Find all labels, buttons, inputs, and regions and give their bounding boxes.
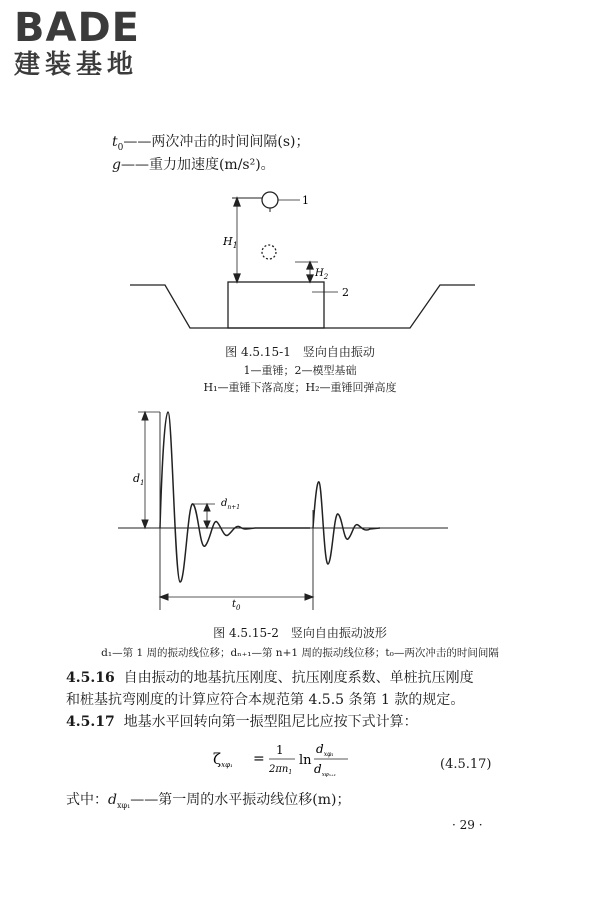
logo bbox=[14, 6, 184, 80]
section-4-5-16-line2: 和桩基抗弯刚度的计算应符合本规范第 4.5.5 条第 1 款的规定。 bbox=[66, 692, 465, 708]
rebound-hammer bbox=[262, 245, 276, 259]
label-t0: $t_0$ bbox=[232, 599, 241, 612]
svg-text:ζxφ₁: $\zeta_{x\varphi_1}$ bbox=[213, 750, 233, 769]
figure2-caption: 图 4.5.15-2 竖向自由振动波形 bbox=[213, 626, 387, 640]
svg-text:=: = bbox=[253, 751, 265, 767]
label-dn1: $d_{n+1}$ bbox=[221, 498, 241, 511]
svg-text:dxφ₁: $d_{x\varphi_1}$ bbox=[316, 742, 334, 758]
svg-text:ln: ln bbox=[299, 753, 312, 768]
label-1: 1 bbox=[302, 194, 309, 207]
waveform-2 bbox=[313, 482, 380, 564]
where-clause: 式中：$d_{x\varphi_1}——$第一周的水平振动线位移(m)； bbox=[66, 792, 351, 810]
figure2-legend: d₁—第 1 周的振动线位移；dₙ₊₁—第 n+1 周的振动线位移；t₀—两次冲击的时间间隔 bbox=[101, 647, 499, 659]
section-4-5-16-line1: 4.5.16 自由振动的地基抗压刚度、抗压刚度系数、单桩抗压刚度 bbox=[66, 670, 474, 686]
label-d1: $d_1$ bbox=[133, 472, 145, 487]
figure-vertical-free-vibration bbox=[0, 180, 600, 340]
label-2: 2 bbox=[342, 286, 349, 299]
label-h2: $H_2$ bbox=[315, 268, 329, 281]
model-foundation bbox=[228, 282, 324, 328]
hammer bbox=[262, 192, 278, 208]
equation-number: (4.5.17) bbox=[440, 757, 492, 772]
section-4-5-17: 4.5.17 地基水平回转向第一振型阻尼比应按下式计算： bbox=[66, 714, 418, 730]
figure1-caption: 图 4.5.15-1 竖向自由振动 bbox=[225, 345, 375, 359]
figure1-legend-2: H₁—重锤下落高度；H₂—重锤回弹高度 bbox=[203, 381, 397, 394]
figure1-legend-1: 1—重锤；2—模型基础 bbox=[243, 364, 357, 377]
definition-g: g——重力加速度(m/s²)。 bbox=[112, 157, 275, 173]
figure-waveform bbox=[0, 400, 600, 620]
waveform-1 bbox=[160, 412, 310, 582]
page-number: · 29 · bbox=[452, 818, 483, 832]
pit-outline bbox=[130, 285, 475, 328]
svg-text:dxφₙ₊₁: $d_{x\varphi_{n+1}}$ bbox=[314, 762, 336, 778]
svg-text:2πn1: $2\pi n_1$ bbox=[269, 764, 293, 776]
svg-text:1: 1 bbox=[276, 743, 284, 757]
equation-4-5-17 bbox=[213, 735, 593, 785]
label-h1: $H_1$ bbox=[223, 235, 238, 250]
logo-subtitle: 建装基地 bbox=[14, 50, 139, 80]
logo-brand: BADE bbox=[14, 5, 140, 51]
definition-t0: $t_0——$两次冲击的时间间隔(s)； bbox=[112, 134, 310, 153]
